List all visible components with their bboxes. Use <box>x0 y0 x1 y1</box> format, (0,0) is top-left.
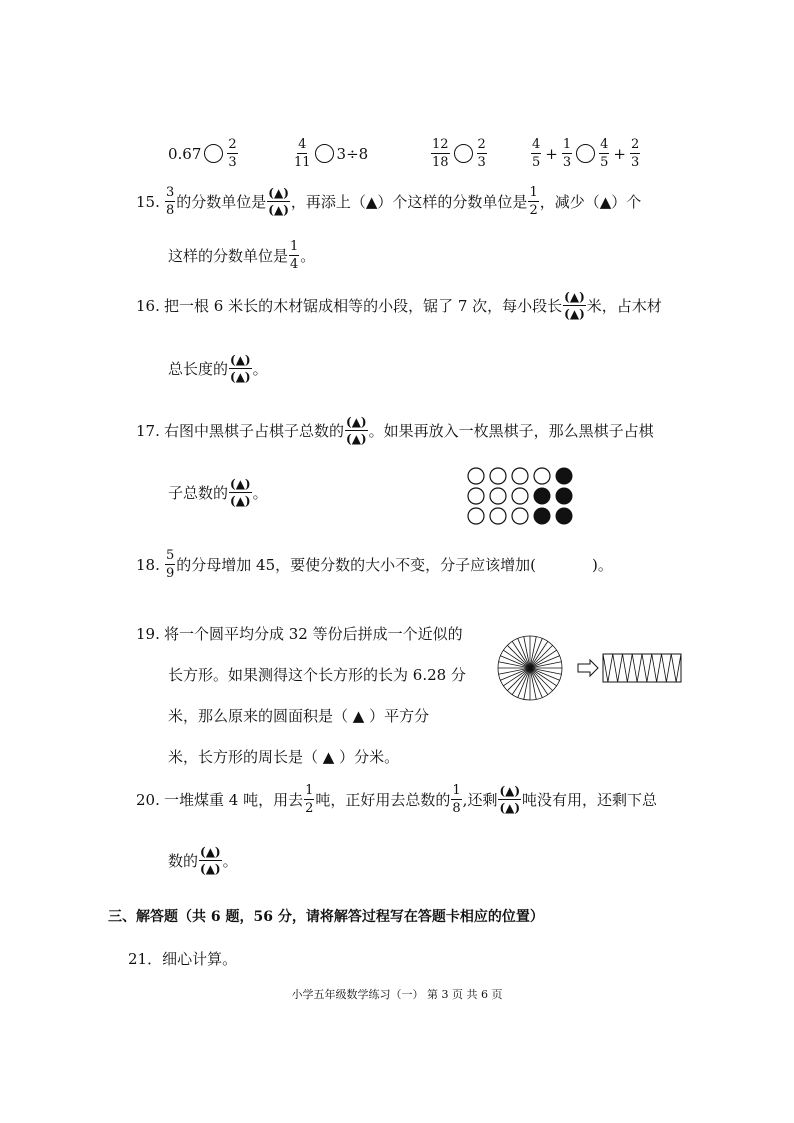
compare-a-left: 0.67 <box>168 144 202 163</box>
approx-rectangle <box>603 654 681 682</box>
q15-text-1: 的分数单位是 <box>176 193 267 211</box>
black-piece <box>556 468 573 485</box>
question-15 <box>136 186 641 217</box>
fraction: $\frac{2}{3}$ <box>477 137 486 170</box>
question-16 <box>136 291 662 320</box>
q15-text-5: 。 <box>300 247 316 265</box>
answer-blank-fraction: $\frac{(▲)}{(▲)}$ <box>499 784 521 815</box>
q17-text-3: 子总数的 <box>168 484 229 502</box>
q16-text-2: 米，占木材 <box>586 297 662 315</box>
q19-line-3: 米，那么原来的圆面积是（ ▲ ）平方分 <box>168 707 430 725</box>
question-number: 17. <box>136 421 160 440</box>
answer-blank-fraction: $\frac{(▲)}{(▲)}$ <box>230 353 251 384</box>
q19-line-2: 长方形。如果测得这个长方形的长为 6.28 分 <box>168 666 466 684</box>
white-piece <box>468 508 484 524</box>
q15-text-4: 这样的分数单位是 <box>168 247 289 265</box>
q20-text-2: 吨，正好用去总数的 <box>315 791 451 809</box>
fraction: $\frac{4}{11}$ <box>294 137 311 170</box>
q20-text-5: 数的 <box>168 852 199 870</box>
fraction: $\frac{1}{3}$ <box>562 137 572 170</box>
answer-blank-fraction: $\frac{(▲)}{(▲)}$ <box>230 477 251 508</box>
q16-text-4: 。 <box>252 360 268 378</box>
fraction: $\frac{5}{9}$ <box>166 548 175 581</box>
q15-text-2: ，再添上（▲）个这样的分数单位是 <box>290 193 528 211</box>
q16-text-3: 总长度的 <box>168 360 229 378</box>
plus-sign: + <box>613 144 626 163</box>
compare-c <box>430 138 488 169</box>
black-piece <box>534 508 551 525</box>
fraction: $\frac{3}{8}$ <box>166 185 175 218</box>
fraction: $\frac{2}{3}$ <box>631 137 640 170</box>
question-21: 21．细心计算。 <box>128 950 238 968</box>
white-piece <box>468 488 484 504</box>
black-piece <box>534 488 551 505</box>
question-number: 18. <box>136 555 160 574</box>
question-17 <box>136 416 654 445</box>
answer-blank-fraction: $\frac{(▲)}{(▲)}$ <box>200 845 221 876</box>
question-16-line-2 <box>168 354 268 383</box>
answer-blank-fraction: $\frac{(▲)}{(▲)}$ <box>564 290 585 321</box>
question-20 <box>136 784 657 815</box>
compare-row <box>168 138 239 169</box>
compare-circle-a <box>204 144 223 163</box>
question-20-line-2 <box>168 846 238 875</box>
question-number: 15. <box>136 192 160 211</box>
answer-blank-fraction: $\frac{(▲)}{(▲)}$ <box>268 186 289 217</box>
question-number: 19. <box>136 625 160 643</box>
black-piece <box>556 488 573 505</box>
fraction: $\frac{2}{3}$ <box>228 137 237 170</box>
arrow-icon <box>578 660 598 676</box>
compare-b <box>293 138 368 169</box>
question-15-line-2 <box>168 240 315 271</box>
white-piece <box>534 468 550 484</box>
question-number: 20. <box>136 790 160 809</box>
fraction: $\frac{4}{5}$ <box>600 137 609 170</box>
fraction: $\frac{4}{5}$ <box>532 137 541 170</box>
compare-b-right: 3÷8 <box>336 144 369 163</box>
answer-blank-fraction: $\frac{(▲)}{(▲)}$ <box>346 415 367 446</box>
fraction: $\frac{12}{18}$ <box>432 137 449 170</box>
question-18 <box>136 549 613 580</box>
white-piece <box>490 468 506 484</box>
q15-text-3: ，减少（▲）个 <box>539 193 642 211</box>
q17-text-1: 右图中黑棋子占棋子总数的 <box>164 422 345 440</box>
fraction: $\frac{1}{8}$ <box>452 783 461 816</box>
page-footer: 小学五年级数学练习（一） 第 3 页 共 6 页 <box>291 988 503 1001</box>
white-piece <box>468 468 484 484</box>
section-heading: 三、解答题（共 6 题，56 分，请将解答过程写在答题卡相应的位置） <box>108 909 544 925</box>
fraction: $\frac{1}{2}$ <box>529 185 538 218</box>
compare-circle-c <box>454 144 473 163</box>
q17-text-2: 。如果再放入一枚黑棋子，那么黑棋子占棋 <box>368 422 654 440</box>
white-piece <box>490 488 506 504</box>
q18-text-1: 的分母增加 45，要使分数的大小不变，分子应该增加( <box>176 556 536 574</box>
divided-circle <box>498 636 562 700</box>
compare-circle-d <box>576 144 595 163</box>
white-piece <box>512 488 528 504</box>
q20-text-1: 一堆煤重 4 吨，用去 <box>164 791 304 809</box>
q20-text-3: ,还剩 <box>462 791 498 809</box>
q20-text-4: 吨没有用，还剩下总 <box>522 791 658 809</box>
white-piece <box>512 508 528 524</box>
q18-text-2: )。 <box>592 556 613 574</box>
q20-text-6: 。 <box>222 852 238 870</box>
compare-d <box>530 138 641 169</box>
question-19 <box>136 614 466 778</box>
question-number: 16. <box>136 296 160 315</box>
white-piece <box>512 468 528 484</box>
circle-to-rectangle-figure <box>490 630 686 710</box>
q17-text-4: 。 <box>252 484 268 502</box>
q19-line-1: 将一个圆平均分成 32 等份后拼成一个近似的 <box>164 625 463 643</box>
chess-pieces-figure <box>466 466 586 526</box>
q19-line-4: 米，长方形的周长是（ ▲ ）分米。 <box>168 748 400 766</box>
q16-text-1: 把一根 6 米长的木材锯成相等的小段，锯了 7 次，每小段长 <box>164 297 563 315</box>
fraction: $\frac{1}{4}$ <box>290 239 299 272</box>
white-piece <box>490 508 506 524</box>
fraction: $\frac{1}{2}$ <box>305 783 314 816</box>
question-17-line-2 <box>168 478 268 507</box>
compare-circle-b <box>315 144 334 163</box>
plus-sign: + <box>545 144 558 163</box>
black-piece <box>556 508 573 525</box>
